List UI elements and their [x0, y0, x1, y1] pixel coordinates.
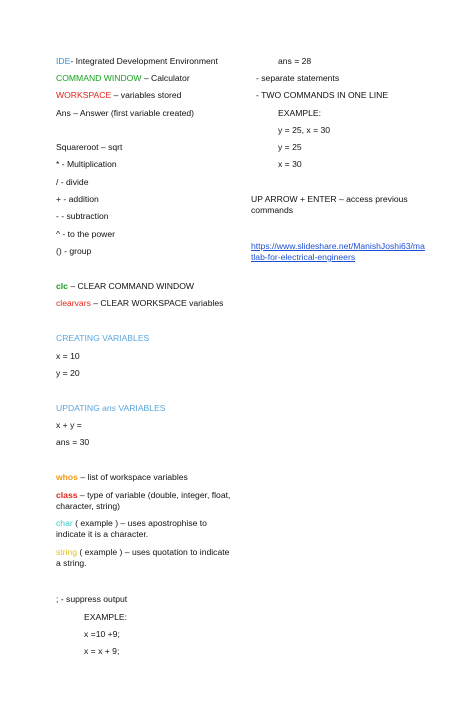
slideshare-link[interactable]: https://www.slideshare.net/ManishJoshi63/matlab-for-electrical-engineers: [251, 241, 425, 262]
command-window-term: COMMAND WINDOW: [56, 73, 142, 83]
mult-line: * - Multiplication: [56, 159, 117, 169]
subtract-line: - - subtraction: [56, 211, 109, 221]
class-definition: [56, 490, 236, 512]
class-term: class: [56, 490, 78, 500]
sqrt-line: Squareroot – sqrt: [56, 142, 123, 152]
whos-text: – list of workspace variables: [77, 472, 188, 482]
add-line: + - addition: [56, 194, 99, 204]
ans-definition: Ans – Answer (first variable created): [56, 108, 195, 118]
x10-line: x = 10: [56, 351, 80, 361]
char-definition: [56, 518, 236, 540]
xx9-line: x = x + 9;: [84, 646, 120, 656]
suppress-line: ; - suppress output: [56, 594, 128, 604]
whos-definition: [56, 472, 188, 483]
char-text: ( example ) – uses apostrophise to indicate it is a character.: [56, 518, 207, 539]
updating-before: UPDATING: [56, 403, 103, 413]
ans28-line: ans = 28: [278, 56, 312, 66]
slideshare-link-wrap: [251, 241, 426, 263]
x30-line: x = 30: [278, 159, 302, 169]
y25-line: y = 25: [278, 142, 302, 152]
clc-term: clc: [56, 281, 68, 291]
string-text: ( example ) – uses quotation to indicate a string.: [56, 547, 230, 568]
updating-italic: ans: [102, 403, 117, 413]
xy-line: x + y =: [56, 420, 82, 430]
whos-term: whos: [56, 472, 78, 482]
clearvars-term: clearvars: [56, 298, 91, 308]
two-commands-line: - TWO COMMANDS IN ONE LINE: [256, 90, 389, 100]
string-definition: [56, 547, 236, 569]
command-window-definition: [56, 73, 190, 84]
ide-term: IDE: [56, 56, 71, 66]
clc-text: – CLEAR COMMAND WINDOW: [67, 281, 194, 291]
clearvars-text: – CLEAR WORKSPACE variables: [90, 298, 224, 308]
ide-text: - Integrated Development Environment: [70, 56, 218, 66]
workspace-term: WORKSPACE: [56, 90, 112, 100]
ide-definition: [56, 56, 218, 67]
ans30-line: ans = 30: [56, 437, 90, 447]
workspace-text: – variables stored: [111, 90, 182, 100]
workspace-definition: [56, 90, 181, 101]
up-arrow-line: UP ARROW + ENTER – access previous commands: [251, 194, 408, 215]
creating-variables-heading: CREATING VARIABLES: [56, 333, 150, 343]
updating-after: VARIABLES: [116, 403, 166, 413]
clearvars-definition: [56, 298, 223, 309]
updating-variables-heading: [56, 403, 166, 414]
separate-statements-line: - separate statements: [256, 73, 340, 83]
clc-definition: [56, 281, 194, 292]
x109-line: x =10 +9;: [84, 629, 120, 639]
y25x30-line: y = 25, x = 30: [278, 125, 331, 135]
example-label-left: EXAMPLE:: [84, 612, 127, 622]
example-label-right: EXAMPLE:: [278, 108, 321, 118]
class-text: – type of variable (double, integer, float, character, string): [56, 490, 231, 511]
string-term: string: [56, 547, 78, 557]
group-line: () - group: [56, 246, 92, 256]
command-window-text: – Calculator: [141, 73, 190, 83]
divide-line: / - divide: [56, 177, 89, 187]
power-line: ^ - to the power: [56, 229, 115, 239]
char-term: char: [56, 518, 73, 528]
y20-line: y = 20: [56, 368, 80, 378]
